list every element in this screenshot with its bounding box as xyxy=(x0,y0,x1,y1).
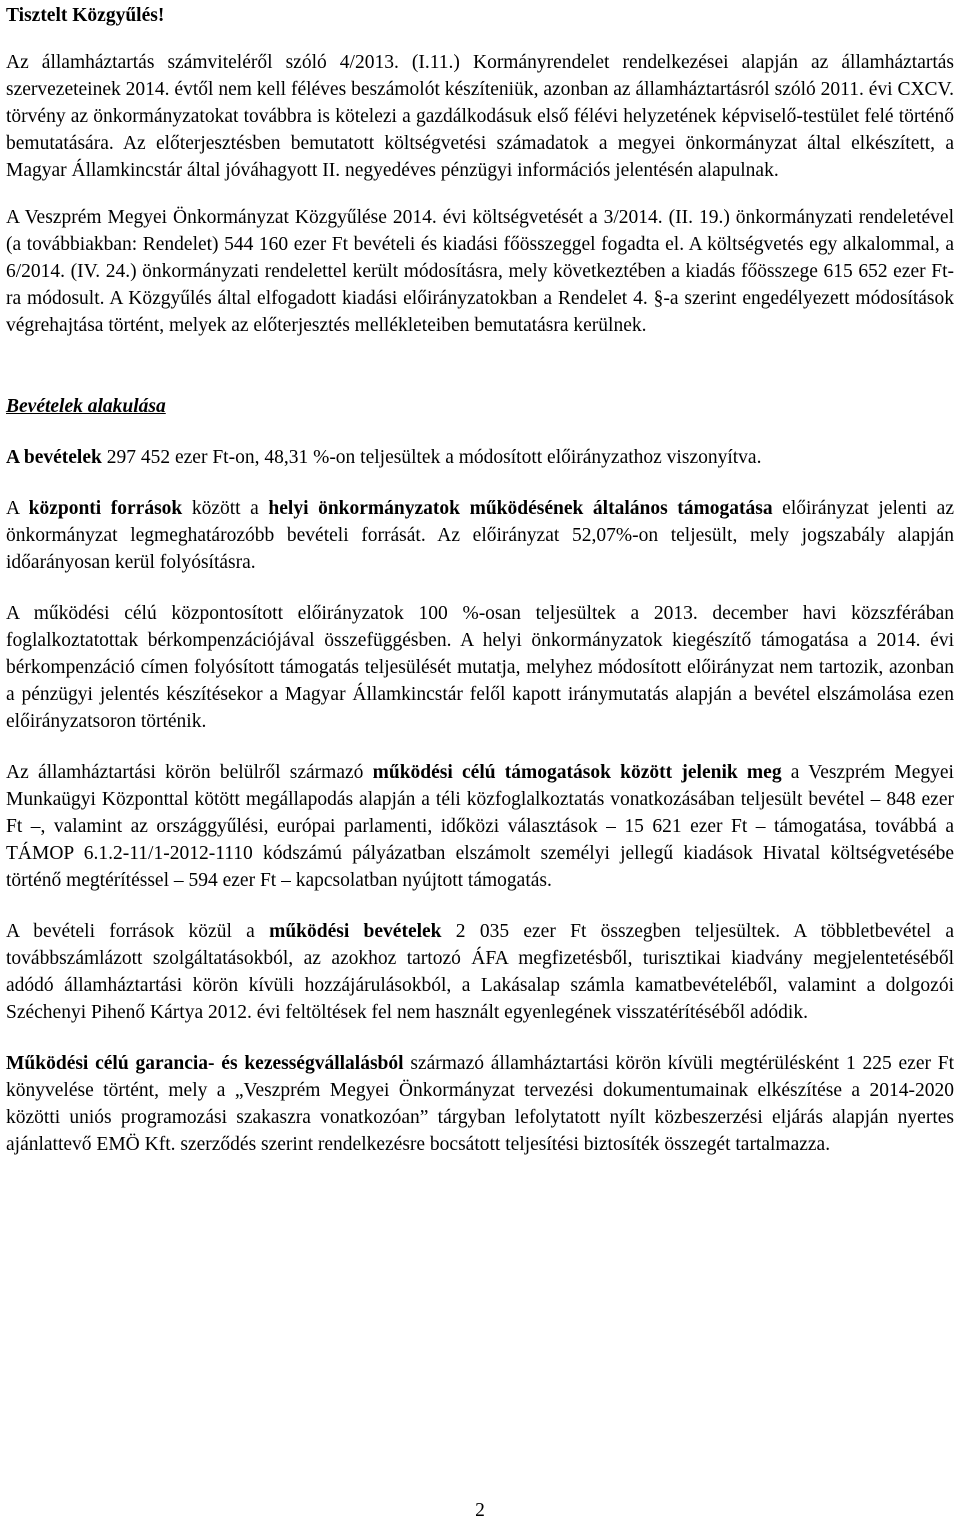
text: származó államháztartási körön kívüli megtérülésként 1 225 ezer Ft könyvelése történt, mely a „Veszprém Megyei Önkormányzat tervezési dokumentumainak elkészítése a 2014-2020 közötti uniós programozási szakaszra vonatkozóan” tárgyban lefolytatott nyílt közbeszerzési eljárás alapján nyertes ajánlattevő EMÖ Kft. szerződés szerint rendelkezésre bocsátott teljesítési biztosíték összegét tartalmazza. xyxy=(6,1053,955,1155)
text: Az államháztartási körön belülről származó xyxy=(6,762,373,783)
operating-revenue-paragraph xyxy=(6,918,954,1026)
salutation: Tisztelt Közgyűlés! xyxy=(6,5,165,26)
text: A xyxy=(6,498,29,519)
budget-paragraph: A Veszprém Megyei Önkormányzat Közgyűlése 2014. évi költségvetését a 3/2014. (II. 19.) önkormányzati rendeletével (a továbbiakban: Rendelet) 544 160 ezer Ft bevételi és kiadási főösszeggel fogadta el. A költségvetés egy alkalommal, a 6/2014. (IV. 24.) önkormányzati rendelettel került módosításra, mely következtében a kiadás főösszege 615 652 ezer Ft-ra módosult. A Közgyűlés által elfogadott kiadási előirányzatokban a Rendelet 4. §-a szerint engedélyezett módosítások végrehajtása történt, melyek az előterjesztés mellékleteiben bemutatásra kerülnek. xyxy=(6,207,954,336)
page-number: 2 xyxy=(475,1500,485,1521)
guarantee-paragraph xyxy=(6,1050,954,1158)
text: között a xyxy=(182,498,269,519)
bold-text: működési bevételek xyxy=(269,921,442,942)
text: 2 035 ezer Ft összegben teljesültek. A többletbevétel a továbbszámlázott szolgáltatásokból, az azokhoz tartozó ÁFA megfizetésből, turisztikai kiadvány megjelentetéséből adódó államháztartási körön kívüli hozzájárulásokból, a Lakásalap számla kamatbevételéből, valamint a dolgozói Széchenyi Pihenő Kártya 2012. évi feltöltések fel nem használt egyenlegének visszatérítéséből adódik. xyxy=(6,921,954,1023)
operating-grants-paragraph xyxy=(6,759,954,894)
bold-text: Működési célú garancia- és kezességvállalásból xyxy=(6,1053,404,1074)
bold-text: A bevételek xyxy=(6,447,102,468)
centralized-allocations-paragraph: A működési célú központosított előirányzatok 100 %-osan teljesültek a 2013. december havi közszférában foglalkoztatottak bérkompenzációjával összefüggésben. A helyi önkormányzatok kiegészítő támogatása a 2014. évi bérkompenzáció címen folyósított támogatás teljesülését mutatja, melyhez módosított előirányzat nem tartozik, azonban a pénzügyi jelentés készítésekor a Magyar Államkincstár felől kapott iránymutatás alapján a bevétel elszámolása ezen előirányzatsoron történik. xyxy=(6,603,954,732)
bold-text: működési célú támogatások között jelenik meg xyxy=(372,762,782,783)
revenue-paragraph xyxy=(6,444,954,471)
bold-text: helyi önkormányzatok működésének általános támogatása xyxy=(268,498,773,519)
central-sources-paragraph xyxy=(6,495,954,576)
bold-text: központi források xyxy=(28,498,183,519)
intro-paragraph: Az államháztartás számviteléről szóló 4/2013. (I.11.) Kormányrendelet rendelkezései alapján az államháztartás szervezeteinek 2014. évtől nem kell féléves beszámolót készíteniük, azonban az államháztartásról szóló 2011. évi CXCV. törvény az önkormányzatokat továbbra is kötelezi a gazdálkodásuk első félévi helyzetének képviselő-testület felé történő bemutatására. Az előterjesztésben bemutatott költségvetési számadatok a megyei önkormányzat által elkészített, a Magyar Államkincstár által jóváhagyott II. negyedéves pénzügyi információs jelentésén alapulnak. xyxy=(6,52,954,181)
section-heading: Bevételek alakulása xyxy=(6,396,166,417)
text: 297 452 ezer Ft-on, 48,31 %-on teljesültek a módosított előirányzathoz viszonyítva. xyxy=(101,447,762,468)
text: előirányzat jelenti az önkormányzat legmeghatározóbb bevételi forrását. Az előirányzat 52,07%-on teljesült, mely jogszabály alapján időarányosan kerül folyósításra. xyxy=(6,498,954,573)
text: A bevételi források közül a xyxy=(6,921,270,942)
text: a Veszprém Megyei Munkaügyi Központtal kötött megállapodás alapján a téli közfoglalkoztatás vonatkozásában teljesült bevétel – 848 ezer Ft –, valamint az országgyűlési, európai parlamenti, időközi választások – 15 621 ezer Ft – támogatása, továbbá a TÁMOP 6.1.2-11/1-2012-1110 kódszámú pályázatban elszámolt személyi jellegű kiadások Hivatal költségvetésébe történő megtérítéssel – 594 ezer Ft – kapcsolatban nyújtott támogatás. xyxy=(6,762,954,891)
